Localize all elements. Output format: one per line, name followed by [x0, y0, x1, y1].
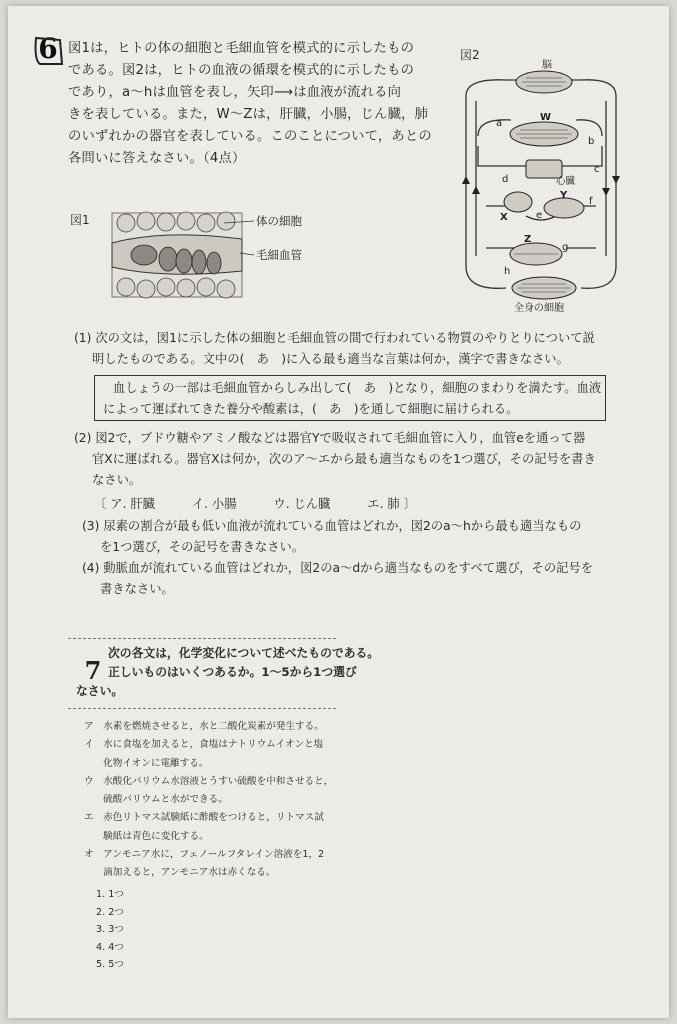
statement-line: 硫酸バリウムと水ができる。 — [84, 794, 228, 806]
answer-choice[interactable]: 5. 5つ — [96, 959, 124, 970]
vessel-f-label: f — [589, 196, 593, 207]
figure-2-brain-label: 脳 — [542, 60, 552, 71]
sub-question-3-line: (3) 尿素の割合が最も低い血液が流れている血管はどれか，図2のa～hから最も適当なもの — [82, 519, 582, 533]
question-6-number: 6 — [38, 32, 58, 65]
boxed-text-line: 血しょうの一部は毛細血管からしみ出して( あ )となり，細胞のまわりを満たす。血液 — [113, 381, 602, 395]
sub-question-2 — [74, 428, 634, 491]
sub-question-1-boxed-text — [94, 375, 606, 421]
question-7-heading — [76, 644, 380, 701]
statement-line: エ 赤色リトマス試験紙に酢酸をつけると，リトマス試 — [84, 812, 324, 824]
sub-question-3 — [82, 516, 642, 558]
organ-w-label: W — [540, 112, 552, 123]
answer-choice[interactable]: 3. 3つ — [96, 924, 124, 935]
sub-question-2-line: 官Xに運ばれる。器官Xは何か，次のア～エから最も適当なものを1つ選び，その記号を書き — [92, 452, 596, 466]
vessel-g-label: g — [562, 242, 569, 253]
statement-line: 化物イオンに電離する。 — [84, 757, 209, 769]
question-7-number: 7 — [84, 656, 102, 685]
statement-line: 滴加えると，アンモニア水は赤くなる。 — [84, 867, 276, 879]
figure-1-capillary-callout: 毛細血管 — [256, 248, 302, 262]
sub-question-3-line: を1つ選び，その記号を書きなさい。 — [100, 540, 305, 554]
intro-line: であり，a～hは血管を表し，矢印⟶は血液が流れる向 — [68, 85, 402, 100]
figure-1-label: 図1 — [70, 213, 90, 227]
sub-question-4 — [82, 558, 642, 600]
intro-line: である。図2は，ヒトの血液の循環を模式的に示したもの — [68, 63, 415, 78]
statement-line: ウ 水酸化バリウム水溶液とうすい硫酸を中和させると， — [84, 775, 334, 787]
question-7-bottom-divider — [68, 708, 336, 709]
question-7-answer-choices — [96, 886, 124, 974]
intro-line: 図1は，ヒトの体の細胞と毛細血管を模式的に示したもの — [68, 41, 415, 56]
question-7-statements — [84, 718, 344, 883]
worksheet-page — [8, 6, 669, 1018]
organ-z-label: Z — [524, 234, 532, 245]
vessel-d-label: d — [502, 174, 509, 185]
figure-2-diagram — [456, 56, 631, 316]
figure-1-cell-callout: 体の細胞 — [256, 214, 302, 228]
vessel-a-label: a — [496, 118, 503, 129]
intro-line: のいずれかの器官を表している。このことについて，あとの — [68, 129, 432, 144]
sub-question-2-line: (2) 図2で，ブドウ糖やアミノ酸などは器官Yで吸収されて毛細血管に入り，血管eを通って器 — [74, 431, 586, 445]
statement-line: 験紙は青色に変化する。 — [84, 830, 209, 842]
vessel-h-label: h — [504, 266, 511, 277]
question-6-circle-mark — [30, 30, 68, 68]
intro-line: きを表している。また，W～Zは，肝臓，小腸，じん臓，肺 — [68, 107, 429, 122]
sub-question-2-choices: 〔 ア. 肝臓 イ. 小腸 ウ. じん臓 エ. 肺 〕 — [94, 497, 416, 511]
vessel-e-label: e — [536, 210, 543, 221]
organ-x-label: X — [500, 212, 508, 223]
figure-2-body-cells-label: 全身の細胞 — [514, 303, 564, 314]
statement-line: ア 水素を燃焼させると，水と二酸化炭素が発生する。 — [84, 721, 324, 732]
sub-question-1 — [74, 328, 634, 370]
statement-line: イ 水に食塩を加えると，食塩はナトリウムイオンと塩 — [84, 739, 324, 751]
figure-2-label: 図2 — [460, 48, 480, 62]
sub-question-4-line: (4) 動脈血が流れている血管はどれか，図2のa～dから適当なものをすべて選び，その記号を — [82, 561, 594, 575]
sub-question-2-line: なさい。 — [92, 473, 142, 487]
answer-choice[interactable]: 1. 1つ — [96, 889, 124, 900]
boxed-text-line: によって運ばれてきた養分や酸素は，( あ )を通して細胞に届けられる。 — [103, 402, 519, 416]
question-7-top-divider — [68, 638, 336, 639]
sub-question-1-line: 明したものである。文中の( あ )に入る最も適当な言葉は何か，漢字で書きなさい。 — [92, 352, 569, 366]
figure-2-heart-label: 心臓 — [556, 176, 576, 187]
answer-choice[interactable]: 4. 4つ — [96, 941, 124, 953]
sub-question-4-line: 書きなさい。 — [100, 582, 174, 596]
statement-line: オ アンモニア水に，フェノールフタレイン溶液を1，2 — [84, 849, 325, 861]
sub-question-1-line: (1) 次の文は，図1に示した体の細胞と毛細血管の間で行われている物質のやりとりについて説 — [74, 331, 595, 345]
organ-y-label: Y — [560, 190, 568, 201]
vessel-b-label: b — [588, 136, 595, 147]
question-7-heading-line: 次の各文は，化学変化について述べたものである。 — [108, 646, 380, 660]
intro-line: 各問いに答えなさい。（4点） — [68, 151, 246, 166]
question-7-heading-line: 正しいものはいくつあるか。1～5から1つ選び — [108, 665, 357, 679]
question-6-intro — [68, 38, 432, 170]
figure-1-diagram — [104, 209, 334, 299]
question-7-heading-line: なさい。 — [76, 684, 124, 698]
vessel-c-label: c — [594, 164, 600, 175]
answer-choice[interactable]: 2. 2つ — [96, 906, 124, 918]
